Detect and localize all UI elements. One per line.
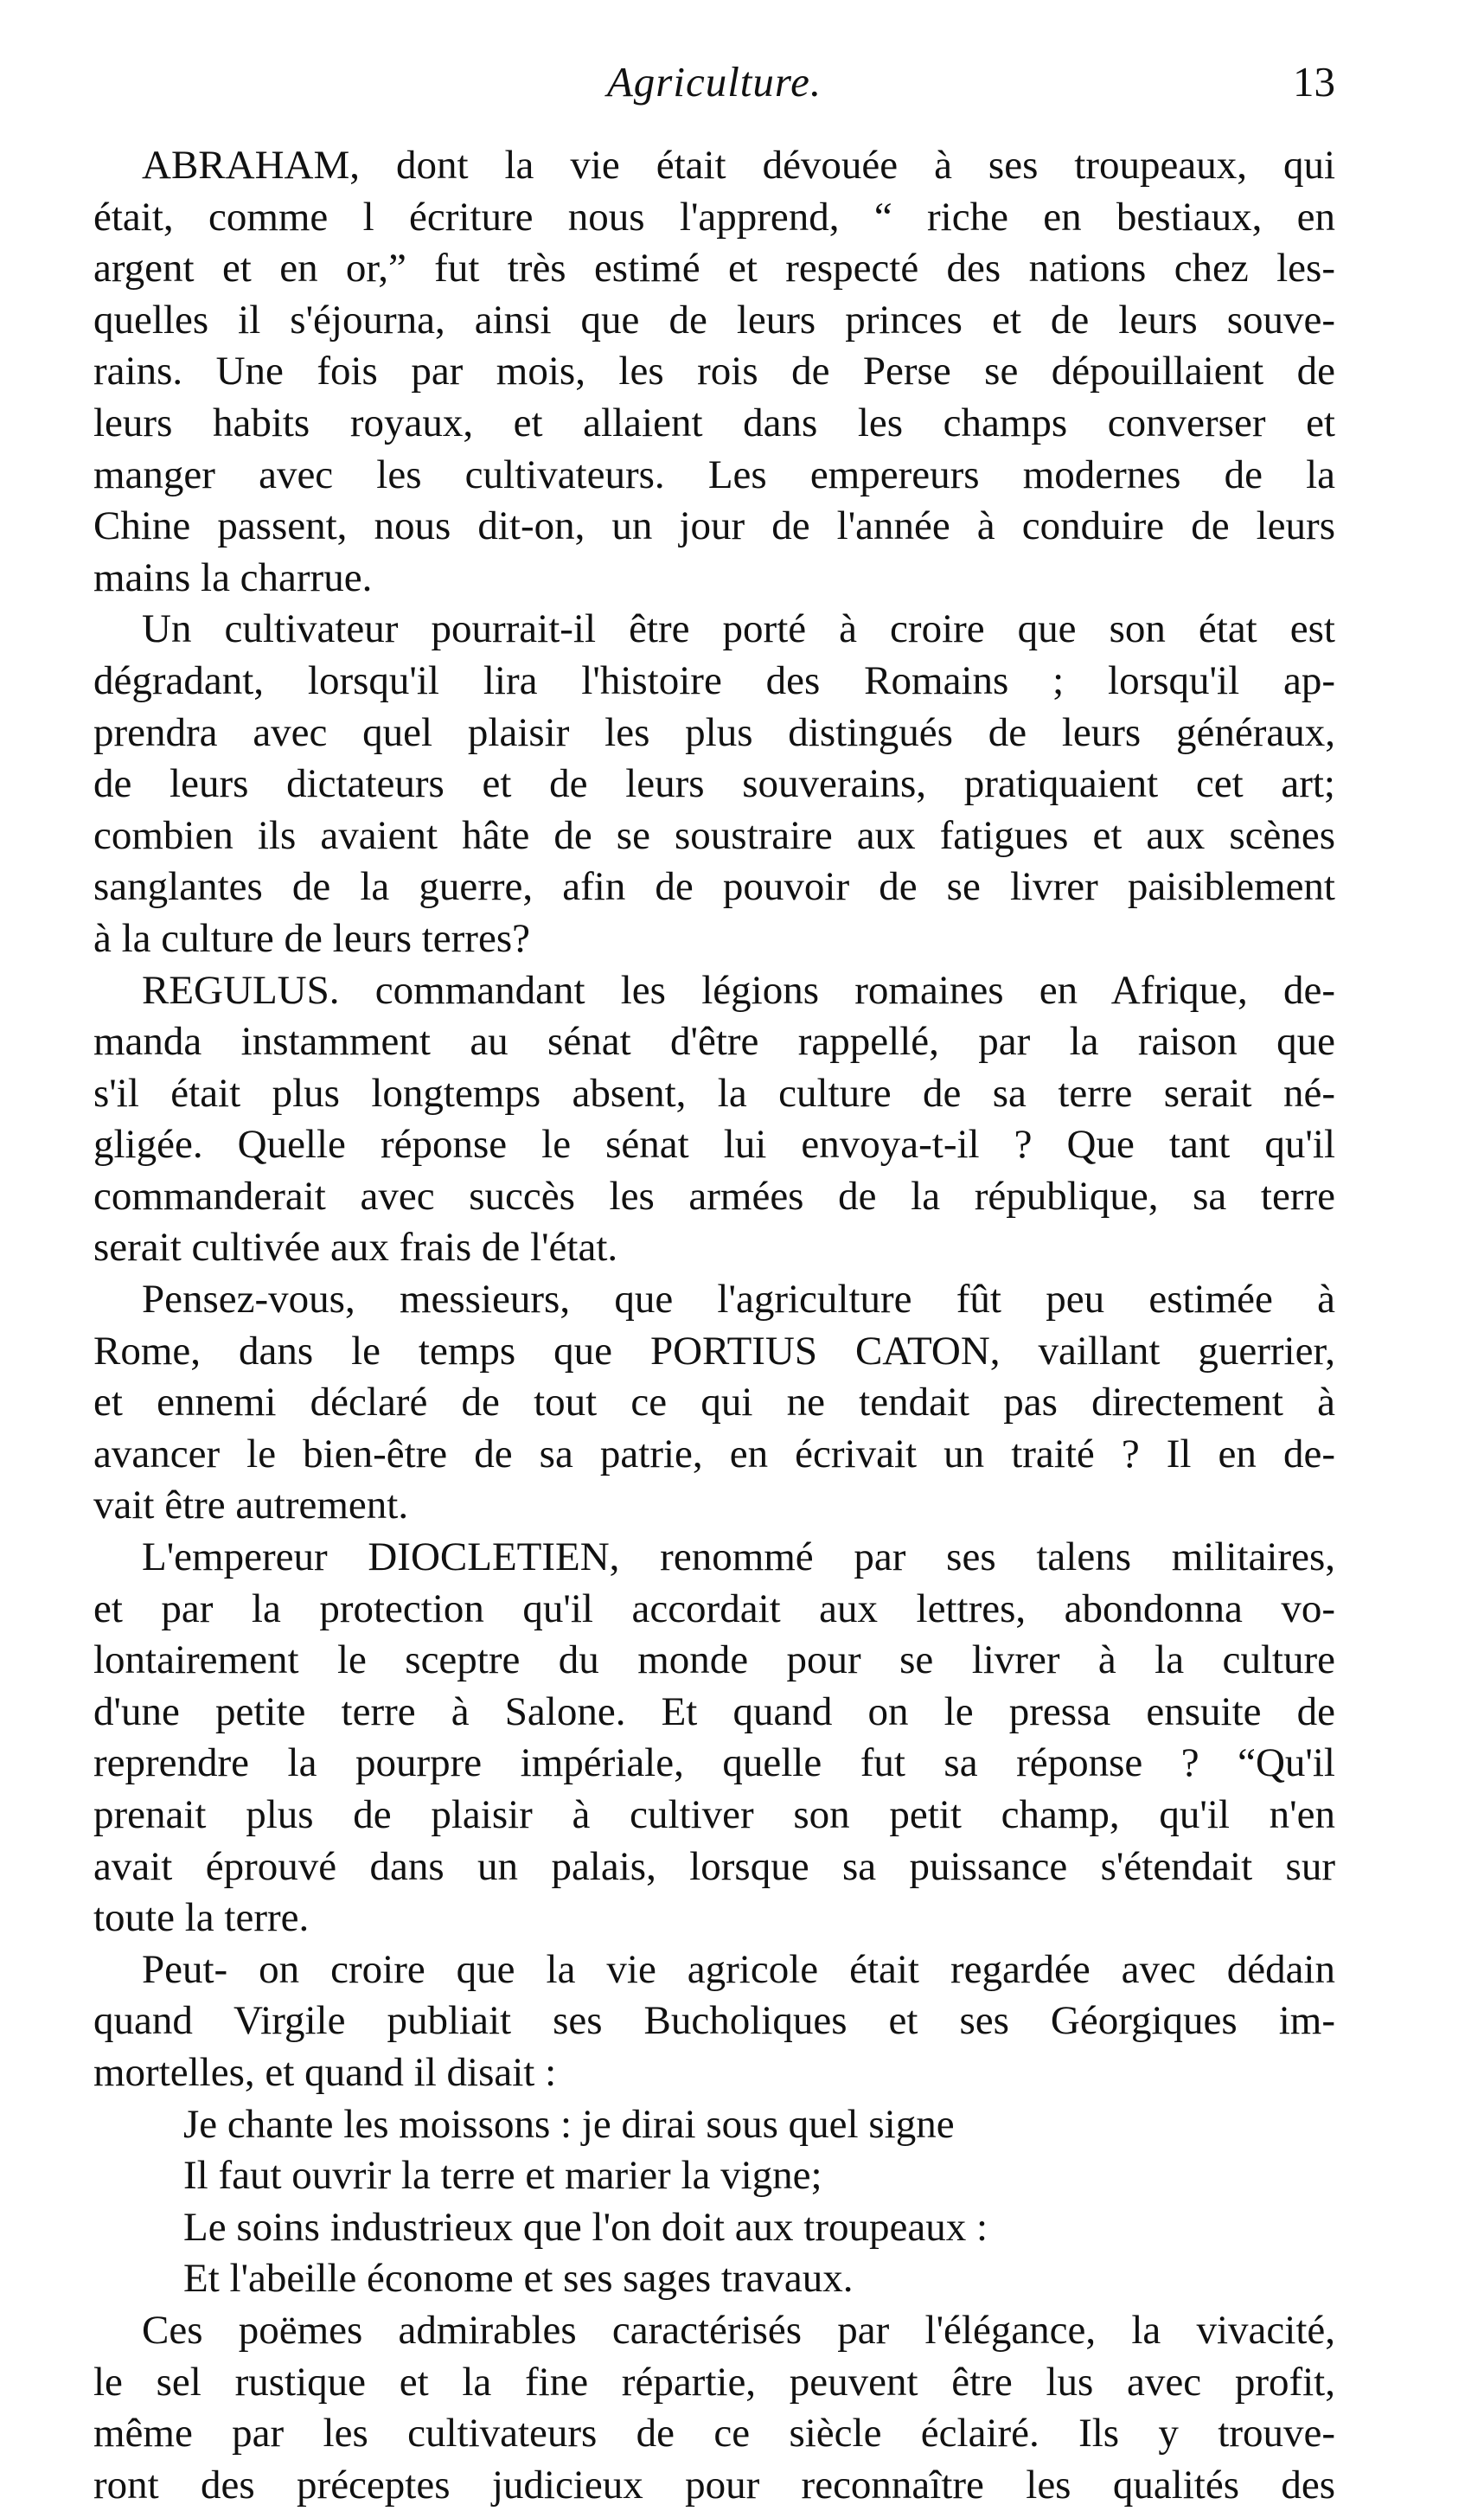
text-line: ront des préceptes judicieux pour reconnaître les qualités des [93,2462,1335,2508]
text-line: REGULUS. commandant les légions romaines en Afrique, de- [142,967,1335,1013]
text-line: ABRAHAM, dont la vie était dévouée à ses troupeaux, qui [142,143,1335,188]
text-line: avait éprouvé dans un palais, lorsque sa puissance s'étendait sur [93,1843,1335,1889]
text-line: vait être autrement. [93,1483,409,1528]
text-line: dégradant, lorsqu'il lira l'histoire des Romains ; lorsqu'il ap- [93,657,1335,703]
text-line: Ces poëmes admirables caractérisés par l'élégance, la vivacité, [142,2307,1335,2353]
verse-line: Je chante les moissons : je dirai sous quel signe [183,2101,955,2147]
body-text [93,140,1335,2511]
verse-line: Et l'abeille économe et ses sages travaux. [183,2256,854,2302]
text-line: à la culture de leurs terres? [93,915,530,961]
text-line: le sel rustique et la fine répartie, peuvent être lus avec profit, [93,2359,1335,2405]
text-line: Pensez-vous, messieurs, que l'agriculture fût peu estimée à [142,1277,1335,1323]
text-line: manger avec les cultivateurs. Les empereurs modernes de la [93,452,1335,497]
text-line: L'empereur DIOCLETIEN, renommé par ses talens militaires, [142,1534,1335,1580]
text-line: avancer le bien-être de sa patrie, en écrivait un traité ? Il en de- [93,1431,1335,1476]
text-line: rains. Une fois par mois, les rois de Perse se dépouillaient de [93,349,1335,394]
text-line: Peut- on croire que la vie agricole était regardée avec dédain [142,1946,1335,1992]
text-line: lontairement le sceptre du monde pour se livrer à la culture [93,1637,1335,1683]
text-line: gligée. Quelle réponse le sénat lui envoya-t-il ? Que tant qu'il [93,1122,1335,1168]
text-line: mortelles, et quand il disait : [93,2049,557,2095]
text-line: prendra avec quel plaisir les plus distingués de leurs généraux, [93,709,1335,755]
closing-block [93,2305,1335,2511]
text-line: s'il était plus longtemps absent, la culture de sa terre serait né- [93,1070,1335,1116]
text-line: Un cultivateur pourrait-il être porté à croire que son état est [142,606,1335,652]
text-line: de leurs dictateurs et de leurs souverains, pratiquaient cet art; [93,761,1335,807]
text-line: manda instamment au sénat d'être rappellé, par la raison que [93,1019,1335,1065]
verse-line: Le soins industrieux que l'on doit aux troupeaux : [183,2204,988,2250]
text-line: quand Virgile publiait ses Bucholiques et ses Géorgiques im- [93,1998,1335,2044]
text-line: était, comme l écriture nous l'apprend, “ riche en bestiaux, en [93,194,1335,240]
text-line: quelles il s'éjourna, ainsi que de leurs princes et de leurs souve- [93,297,1335,343]
running-title: Agriculture. [606,58,822,106]
verse-line: Il faut ouvrir la terre et marier la vigne; [183,2153,822,2199]
text-line: Rome, dans le temps que PORTIUS CATON, vaillant guerrier, [93,1328,1335,1374]
text-line: et ennemi déclaré de tout ce qui ne tendait pas directement à [93,1380,1335,1425]
text-line: serait cultivée aux frais de l'état. [93,1225,618,1271]
text-line: commanderait avec succès les armées de la république, sa terre [93,1173,1335,1219]
running-head [93,48,1335,117]
text-line: reprendre la pourpre impériale, quelle fut sa réponse ? “Qu'il [93,1740,1335,1786]
text-line: argent et en or,” fut très estimé et respecté des nations chez les- [93,246,1335,291]
prose-block [93,140,1335,2099]
text-line: et par la protection qu'il accordait aux lettres, abondonna vo- [93,1585,1335,1631]
text-line: toute la terre. [93,1895,310,1941]
verse-block [93,2099,1335,2305]
text-line: prenait plus de plaisir à cultiver son petit champ, qu'il n'en [93,1792,1335,1837]
text-line: leurs habits royaux, et allaient dans les champs converser et [93,400,1335,445]
text-line: d'une petite terre à Salone. Et quand on le pressa ensuite de [93,1688,1335,1734]
text-line: même par les cultivateurs de ce siècle éclairé. Ils y trouve- [93,2411,1335,2457]
page-number: 13 [1293,58,1335,106]
text-line: Chine passent, nous dit-on, un jour de l'année à conduire de leurs [93,503,1335,549]
text-line: combien ils avaient hâte de se soustraire aux fatigues et aux scènes [93,812,1335,858]
text-line: sanglantes de la guerre, afin de pouvoir de se livrer paisiblement [93,864,1335,910]
text-line: mains la charrue. [93,554,373,600]
